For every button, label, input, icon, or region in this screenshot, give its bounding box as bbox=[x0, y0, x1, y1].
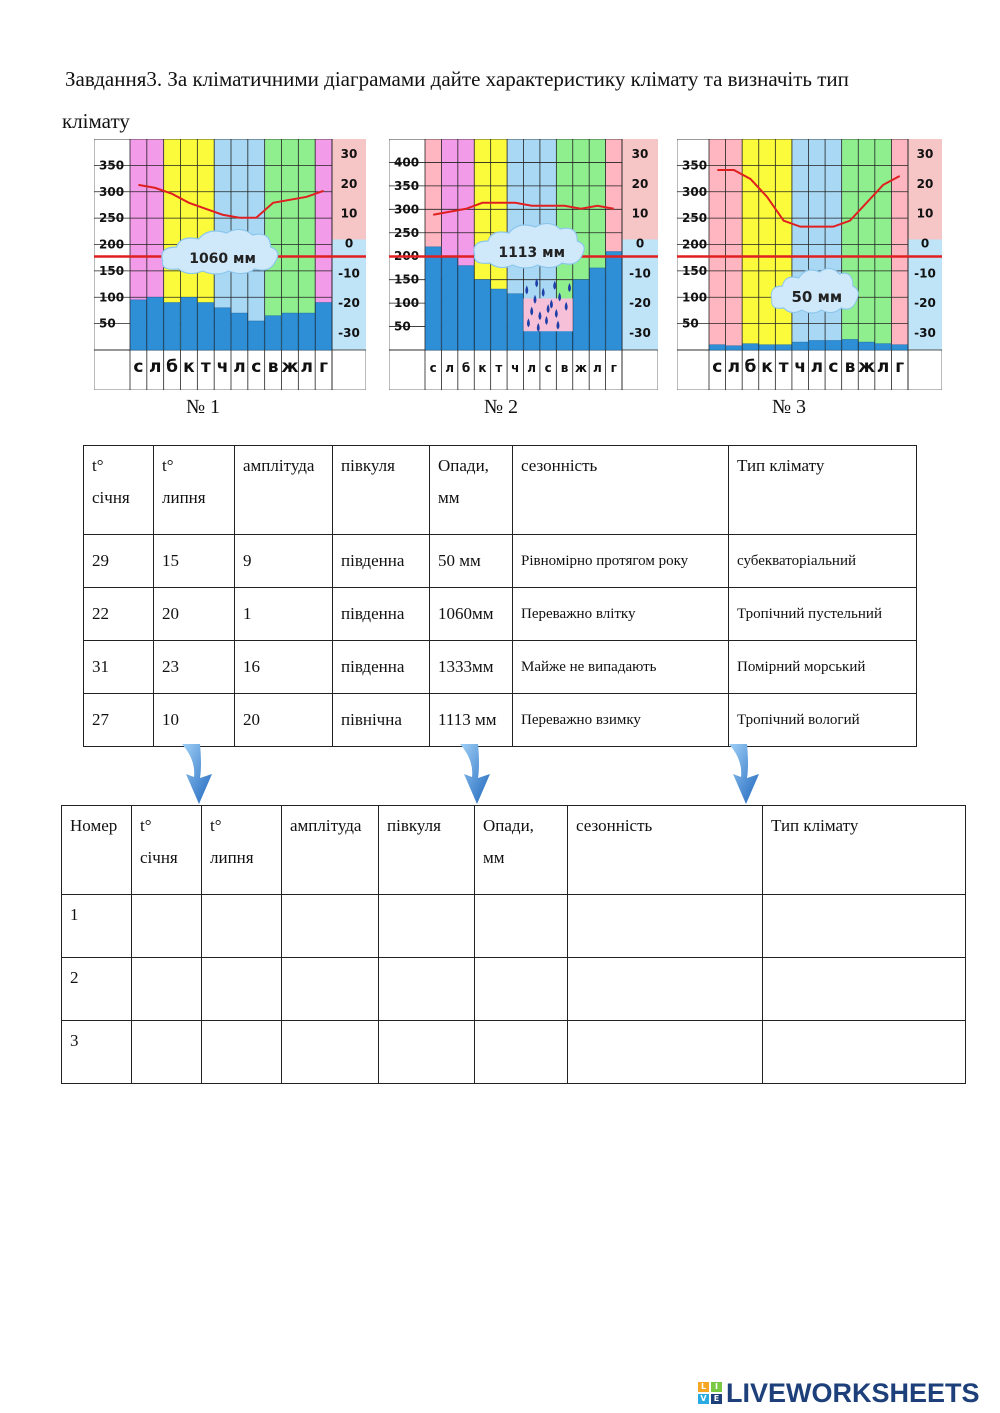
month-tick-label: с bbox=[712, 357, 723, 377]
drop-target-cell[interactable] bbox=[132, 958, 202, 1021]
left-axis-tick-label: 200 bbox=[99, 237, 125, 252]
right-axis-tick-label: 0 bbox=[344, 236, 354, 251]
precip-bar bbox=[232, 313, 248, 350]
precip-bar bbox=[316, 303, 332, 350]
answers-cell[interactable]: південна bbox=[333, 535, 430, 588]
left-axis-tick-label: 100 bbox=[99, 290, 125, 305]
right-axis-tick-label: 20 bbox=[340, 176, 358, 191]
answers-cell[interactable]: 1060мм bbox=[430, 588, 513, 641]
arrow-down-icon bbox=[725, 744, 767, 806]
month-tick-label: ж bbox=[574, 361, 587, 375]
right-axis-tick-label: -10 bbox=[338, 266, 360, 281]
precip-bar bbox=[181, 297, 197, 350]
answers-cell[interactable]: 16 bbox=[235, 641, 333, 694]
right-axis-tick-label: -10 bbox=[629, 266, 651, 281]
precip-bar bbox=[215, 308, 231, 350]
month-tick-label: с bbox=[828, 357, 839, 377]
answers-cell[interactable]: 22 bbox=[84, 588, 154, 641]
drop-target-cell[interactable] bbox=[132, 895, 202, 958]
month-tick-label: к bbox=[478, 361, 487, 375]
right-axis-tick-label: -30 bbox=[338, 326, 360, 340]
left-axis-tick-label: 150 bbox=[682, 263, 708, 278]
precip-bar bbox=[442, 256, 457, 350]
month-tick-label: т bbox=[495, 361, 503, 375]
precip-bar bbox=[792, 342, 808, 350]
right-axis-tick-label: 20 bbox=[916, 176, 934, 191]
left-axis-tick-label: 50 bbox=[394, 319, 411, 334]
precip-bar bbox=[606, 252, 621, 350]
answers-header-cell: t° липня bbox=[154, 446, 235, 535]
month-tick-label: б bbox=[166, 357, 179, 377]
precip-bar bbox=[475, 280, 490, 350]
answers-cell[interactable]: 15 bbox=[154, 535, 235, 588]
table-row bbox=[84, 588, 917, 641]
right-axis-tick-label: 30 bbox=[916, 147, 934, 161]
month-tick-label: в bbox=[844, 357, 856, 377]
drop-target-cell[interactable] bbox=[282, 958, 379, 1021]
drop-target-cell[interactable] bbox=[379, 958, 475, 1021]
precip-bar bbox=[776, 345, 792, 350]
task-title-line-2: клімату bbox=[62, 109, 130, 133]
drop-target-cell[interactable] bbox=[379, 895, 475, 958]
liveworksheets-logo-icon bbox=[698, 1382, 722, 1404]
right-axis-tick-label: -20 bbox=[629, 296, 651, 311]
answers-header-cell: півкуля bbox=[333, 446, 430, 535]
answers-header-cell: t° січня bbox=[84, 446, 154, 535]
month-tick-label: л bbox=[300, 357, 313, 377]
answers-cell[interactable]: 23 bbox=[154, 641, 235, 694]
month-tick-label: к bbox=[761, 357, 773, 377]
annual-precip-label: 50 мм bbox=[791, 288, 843, 306]
answers-table bbox=[83, 445, 917, 747]
month-tick-label: с bbox=[251, 357, 262, 377]
month-tick-label: ч bbox=[511, 361, 520, 375]
precip-bar bbox=[198, 303, 214, 350]
answers-cell[interactable]: Тропічний вологий bbox=[729, 694, 917, 747]
row-number-cell: 2 bbox=[62, 958, 132, 1021]
task-title bbox=[62, 58, 962, 142]
month-tick-label: г bbox=[895, 357, 905, 377]
fill-in-table bbox=[61, 805, 966, 1084]
precip-bar bbox=[299, 313, 315, 350]
precip-bar bbox=[842, 339, 858, 350]
left-axis-tick-label: 400 bbox=[394, 155, 420, 170]
task-title-line-1: Завдання3. За кліматичними діаграмами дайте характеристику клімату та визначіть тип bbox=[65, 67, 849, 91]
drop-target-cell[interactable] bbox=[282, 1021, 379, 1084]
fill-header-cell: Тип клімату bbox=[763, 806, 966, 895]
right-axis-tick-label: 10 bbox=[631, 206, 649, 221]
drop-target-cell[interactable] bbox=[202, 895, 282, 958]
drop-target-cell[interactable] bbox=[475, 1021, 568, 1084]
fill-header-cell: Опади, мм bbox=[475, 806, 568, 895]
row-number-cell: 3 bbox=[62, 1021, 132, 1084]
answers-cell[interactable]: 27 bbox=[84, 694, 154, 747]
precip-bar bbox=[573, 280, 588, 350]
table-row bbox=[84, 641, 917, 694]
left-axis-tick-label: 300 bbox=[394, 202, 420, 217]
right-axis-tick-label: 0 bbox=[920, 236, 930, 251]
right-axis-tick-label: -30 bbox=[914, 326, 936, 340]
left-axis-tick-label: 300 bbox=[99, 184, 125, 199]
left-axis-tick-label: 150 bbox=[394, 272, 420, 287]
drop-target-cell[interactable] bbox=[763, 958, 966, 1021]
logo-letter: L bbox=[698, 1382, 709, 1392]
month-tick-label: ч bbox=[216, 357, 229, 377]
precip-bar bbox=[826, 341, 842, 350]
climate-chart-1 bbox=[94, 139, 366, 390]
precip-bar bbox=[875, 344, 891, 350]
logo-letter: E bbox=[711, 1394, 722, 1404]
drop-target-cell[interactable] bbox=[475, 895, 568, 958]
answers-cell[interactable]: 1333мм bbox=[430, 641, 513, 694]
answers-cell[interactable]: південна bbox=[333, 588, 430, 641]
answers-header-cell: сезонність bbox=[513, 446, 729, 535]
drop-target-cell[interactable] bbox=[132, 1021, 202, 1084]
right-axis-tick-label: -10 bbox=[914, 266, 936, 281]
right-axis-tick-label: 10 bbox=[916, 206, 934, 221]
left-axis-tick-label: 350 bbox=[682, 158, 708, 173]
left-axis-tick-label: 100 bbox=[682, 290, 708, 305]
answers-cell[interactable]: південна bbox=[333, 641, 430, 694]
month-tick-label: г bbox=[610, 361, 617, 375]
table-row bbox=[62, 958, 966, 1021]
drop-target-cell[interactable] bbox=[379, 1021, 475, 1084]
left-axis-tick-label: 50 bbox=[682, 316, 699, 331]
liveworksheets-logo bbox=[698, 1376, 980, 1410]
right-axis-tick-label: 30 bbox=[631, 147, 649, 161]
precip-bar bbox=[426, 247, 441, 350]
answers-cell[interactable]: 9 bbox=[235, 535, 333, 588]
left-axis-tick-label: 250 bbox=[394, 225, 420, 240]
month-tick-label: л bbox=[233, 357, 246, 377]
answers-header-cell: Тип клімату bbox=[729, 446, 917, 535]
precip-bar bbox=[458, 266, 473, 350]
fill-header-cell: півкуля bbox=[379, 806, 475, 895]
month-tick-label: л bbox=[592, 361, 602, 375]
month-tick-label: в bbox=[560, 361, 569, 375]
month-tick-label: с bbox=[544, 361, 552, 375]
month-tick-label: к bbox=[183, 357, 195, 377]
answers-cell[interactable]: 1 bbox=[235, 588, 333, 641]
left-axis-tick-label: 200 bbox=[394, 249, 420, 264]
table-row bbox=[84, 694, 917, 747]
month-tick-label: в bbox=[267, 357, 279, 377]
precip-bar bbox=[508, 294, 523, 350]
month-tick-label: г bbox=[319, 357, 329, 377]
logo-letter: I bbox=[711, 1382, 722, 1392]
drop-target-cell[interactable] bbox=[763, 1021, 966, 1084]
left-axis-tick-label: 250 bbox=[99, 211, 125, 226]
fill-header-cell: t° січня bbox=[132, 806, 202, 895]
drop-target-cell[interactable] bbox=[202, 958, 282, 1021]
row-number-cell: 1 bbox=[62, 895, 132, 958]
precip-bar bbox=[759, 345, 775, 350]
month-tick-label: ч bbox=[794, 357, 807, 377]
month-tick-label: с bbox=[429, 361, 437, 375]
right-axis-tick-label: 30 bbox=[340, 147, 358, 161]
precip-bar bbox=[248, 321, 264, 350]
month-tick-label: л bbox=[527, 361, 537, 375]
left-axis-tick-label: 350 bbox=[394, 178, 420, 193]
precip-bar bbox=[491, 289, 506, 350]
answers-cell[interactable]: 29 bbox=[84, 535, 154, 588]
precip-bar bbox=[265, 316, 281, 350]
month-tick-label: л bbox=[810, 357, 824, 377]
precip-bar bbox=[710, 345, 726, 350]
rain-area bbox=[524, 298, 573, 331]
right-axis-tick-label: 10 bbox=[340, 206, 358, 221]
fill-header-cell: сезонність bbox=[568, 806, 763, 895]
drop-target-cell[interactable] bbox=[475, 958, 568, 1021]
month-tick-label: л bbox=[876, 357, 890, 377]
answers-cell[interactable]: 31 bbox=[84, 641, 154, 694]
answers-cell[interactable]: Переважно взимку bbox=[513, 694, 729, 747]
liveworksheets-brand: LIVEWORKSHEETS bbox=[726, 1377, 980, 1408]
left-axis-tick-label: 50 bbox=[99, 316, 116, 331]
answers-header-cell: амплітуда bbox=[235, 446, 333, 535]
fill-header-cell: Номер bbox=[62, 806, 132, 895]
table-row bbox=[84, 535, 917, 588]
month-tick-label: с bbox=[133, 357, 144, 377]
climate-chart-3 bbox=[677, 139, 942, 390]
fill-header-cell: t° липня bbox=[202, 806, 282, 895]
left-axis-tick-label: 300 bbox=[682, 184, 708, 199]
answers-cell[interactable]: північна bbox=[333, 694, 430, 747]
arrow-down-icon bbox=[456, 744, 498, 806]
month-tick-label: б bbox=[744, 357, 757, 377]
drop-target-cell[interactable] bbox=[282, 895, 379, 958]
climate-chart-2 bbox=[389, 139, 658, 390]
answers-cell[interactable]: субекваторіальний bbox=[729, 535, 917, 588]
answers-cell[interactable]: Помірний морський bbox=[729, 641, 917, 694]
annual-precip-label: 1060 мм bbox=[189, 251, 256, 267]
drop-target-cell[interactable] bbox=[568, 895, 763, 958]
precip-bar bbox=[164, 303, 180, 350]
right-axis-tick-label: -20 bbox=[914, 296, 936, 311]
chart-2-number: № 2 bbox=[483, 396, 519, 418]
precip-bar bbox=[590, 268, 605, 350]
table-row bbox=[62, 895, 966, 958]
precip-bar bbox=[131, 300, 147, 350]
month-tick-label: т bbox=[200, 357, 211, 377]
precip-bar bbox=[809, 341, 825, 350]
precip-bar bbox=[726, 346, 742, 350]
left-axis-tick-label: 100 bbox=[394, 296, 420, 311]
chart-1-number: № 1 bbox=[185, 396, 221, 418]
answers-cell[interactable]: Майже не випадають bbox=[513, 641, 729, 694]
chart-3-number: № 3 bbox=[771, 396, 807, 418]
table-row bbox=[62, 1021, 966, 1084]
drop-target-cell[interactable] bbox=[202, 1021, 282, 1084]
fill-header-cell: амплітуда bbox=[282, 806, 379, 895]
precip-bar bbox=[147, 297, 163, 350]
drop-target-cell[interactable] bbox=[568, 1021, 763, 1084]
arrow-down-icon bbox=[178, 744, 220, 806]
drop-target-cell[interactable] bbox=[568, 958, 763, 1021]
month-tick-label: т bbox=[778, 357, 789, 377]
logo-letter: V bbox=[698, 1394, 709, 1404]
left-axis-tick-label: 350 bbox=[99, 158, 125, 173]
answers-cell[interactable]: 10 bbox=[154, 694, 235, 747]
month-tick-label: л bbox=[149, 357, 162, 377]
right-axis-tick-label: 20 bbox=[631, 176, 649, 191]
right-axis-tick-label: -20 bbox=[338, 296, 360, 311]
answers-cell[interactable]: 50 мм bbox=[430, 535, 513, 588]
answers-header-cell: Опади, мм bbox=[430, 446, 513, 535]
month-tick-label: л bbox=[445, 361, 455, 375]
left-axis-tick-label: 150 bbox=[99, 263, 125, 278]
precip-bar bbox=[282, 313, 298, 350]
answers-cell[interactable]: 20 bbox=[235, 694, 333, 747]
answers-cell[interactable]: 20 bbox=[154, 588, 235, 641]
answers-cell[interactable]: Тропічний пустельний bbox=[729, 588, 917, 641]
answers-cell[interactable]: Рівномірно протягом року bbox=[513, 535, 729, 588]
precip-bar bbox=[892, 345, 908, 350]
precip-bar bbox=[859, 342, 875, 350]
right-axis-tick-label: -30 bbox=[629, 326, 651, 340]
month-tick-label: ж bbox=[281, 357, 299, 377]
precip-bar bbox=[743, 344, 759, 350]
annual-precip-label: 1113 мм bbox=[498, 245, 566, 261]
month-tick-label: б bbox=[461, 361, 471, 375]
answers-cell[interactable]: Переважно влітку bbox=[513, 588, 729, 641]
month-tick-label: ж bbox=[858, 357, 876, 377]
drop-target-cell[interactable] bbox=[763, 895, 966, 958]
right-axis-tick-label: 0 bbox=[635, 236, 645, 251]
left-axis-tick-label: 200 bbox=[682, 237, 708, 252]
answers-cell[interactable]: 1113 мм bbox=[430, 694, 513, 747]
left-axis-tick-label: 250 bbox=[682, 211, 708, 226]
month-tick-label: л bbox=[727, 357, 741, 377]
